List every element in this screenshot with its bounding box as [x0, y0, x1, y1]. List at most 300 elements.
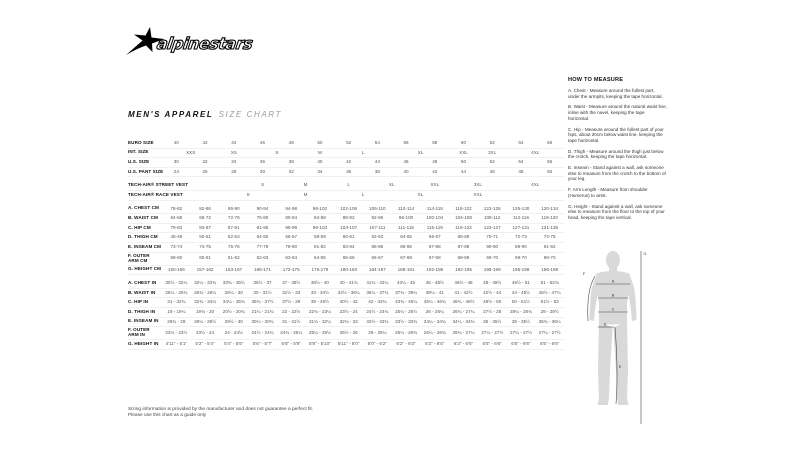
- table-cell: 31¾ - 32¼: [308, 318, 331, 324]
- table-cell: 74-75: [199, 243, 211, 249]
- table-row: [128, 168, 564, 178]
- table-row: [128, 158, 564, 168]
- table-cell: 30 - 31½: [253, 289, 272, 295]
- table-cell: 30½ - 32¼: [165, 280, 188, 286]
- table-row: [128, 318, 564, 328]
- table-cell: 46: [403, 159, 409, 165]
- table-cell: 98-102: [312, 205, 328, 211]
- table-cell: 50: [547, 168, 553, 174]
- table-cell: 62: [489, 140, 495, 145]
- table-cell: 27¼ - 27½: [509, 329, 532, 335]
- figure-label-g: G: [643, 252, 647, 256]
- row-label: TECH-AIR® STREET VEST: [128, 182, 189, 188]
- table-cell: 60-61: [199, 255, 211, 261]
- table-cell: 58-59: [314, 234, 326, 240]
- table-cell: 40 - 41¾: [339, 280, 358, 286]
- table-cell: 114-118: [426, 205, 443, 211]
- table-cell: 32¾ - 34¼: [194, 299, 217, 305]
- table-row: [128, 266, 564, 276]
- table-cell: 81-82: [314, 243, 326, 249]
- table-cell: 66-67: [428, 234, 441, 240]
- table-section: [128, 205, 564, 276]
- table-cell: 64-65: [400, 234, 412, 240]
- table-cell: 64-65: [314, 255, 326, 261]
- table-cell: 50: [317, 140, 323, 145]
- table-cell: 90-94: [256, 205, 269, 211]
- table-cell: 52: [489, 159, 495, 165]
- table-cell: 95-99: [285, 224, 298, 230]
- table-cell: 68-69: [457, 234, 470, 240]
- table-cell: 36: [259, 159, 266, 165]
- table-cell: 196-199: [541, 266, 559, 272]
- table-cell: 69-70: [515, 255, 527, 261]
- table-cell: 30: [259, 168, 266, 174]
- table-cell: 37¾ - 39¼: [395, 289, 418, 295]
- table-cell: 32: [288, 168, 294, 174]
- measure-instruction: A. Chest - Measure around the fullest part, under the armpits, keeping the tape horizontal.: [568, 88, 663, 99]
- table-cell: 184-187: [368, 266, 386, 272]
- table-cell: 51½ - 53: [540, 299, 559, 305]
- table-cell: 172-175: [282, 266, 300, 272]
- table-cell: 31½ - 33: [282, 289, 301, 295]
- table-cell: 28¼ - 30: [224, 289, 243, 295]
- table-cell: 72-73: [515, 234, 527, 240]
- table-cell: 56-57: [285, 234, 298, 240]
- table-cell: 74-75: [543, 234, 556, 240]
- table-cell: 131-135: [541, 224, 559, 230]
- table-cell: 33½ - 33¾: [395, 318, 418, 324]
- table-cell: 48: [288, 140, 294, 145]
- table-cell: 36: [346, 168, 352, 174]
- table-cell: 25¼ - 25½: [308, 329, 331, 335]
- table-cell: 75-76: [227, 243, 240, 249]
- table-cell: 34: [231, 159, 237, 165]
- table-cell: 6'0" - 6'2": [367, 341, 387, 347]
- table-cell: L: [347, 182, 350, 188]
- table-cell: 42½ - 44: [483, 289, 502, 295]
- table-cell: 64-68: [170, 215, 183, 221]
- table-cell: 35 - 35½: [511, 318, 530, 324]
- table-row: [128, 149, 564, 159]
- figure-label-c: C: [611, 307, 615, 312]
- table-cell: 126-130: [512, 205, 530, 211]
- table-cell: 48: [432, 159, 438, 165]
- table-cell: 56: [547, 159, 553, 165]
- table-cell: 33 - 34½: [310, 289, 329, 295]
- table-row: [128, 233, 564, 243]
- table-cell: 24¾ - 25¼: [280, 329, 303, 335]
- table-cell: 54: [374, 140, 380, 145]
- table-cell: 34¼ - 34¾: [452, 318, 475, 324]
- table-cell: 44: [231, 140, 237, 145]
- table-cell: 54-55: [256, 234, 269, 240]
- how-to-measure-list: [568, 88, 667, 221]
- row-label: TECH-AIR® RACE VEST: [128, 191, 183, 197]
- table-cell: 48: [518, 168, 524, 174]
- table-cell: 50 - 51½: [511, 299, 530, 305]
- row-label: G. HEIGHT CM: [128, 266, 162, 272]
- table-cell: M: [303, 191, 308, 197]
- table-cell: 25¼ - 25½: [395, 308, 418, 314]
- table-cell: 69-70: [486, 255, 499, 261]
- row-label: E. INSEAM CM: [128, 243, 162, 249]
- table-row: [128, 289, 564, 299]
- table-cell: 35¾ - 37½: [251, 299, 274, 305]
- table-cell: 77-78: [256, 243, 269, 249]
- table-cell: 67-68: [400, 255, 412, 261]
- table-cell: 112-116: [512, 215, 530, 221]
- table-cell: 87-91: [227, 224, 240, 230]
- table-cell: 85-86: [400, 243, 412, 249]
- table-cell: L: [361, 191, 365, 197]
- table-cell: 6'5" - 6'6": [511, 341, 531, 347]
- table-cell: 85-86: [371, 243, 384, 249]
- title-main: MEN'S APPAREL: [128, 110, 214, 119]
- alpinestars-logo: [124, 27, 252, 59]
- table-cell: 31 - 32¾: [167, 299, 186, 305]
- table-cell: 79-83: [170, 224, 183, 230]
- table-cell: 24 - 24½: [224, 329, 243, 335]
- table-cell: 28¾ - 29: [167, 318, 186, 324]
- table-cell: 80-84: [285, 215, 298, 221]
- table-cell: 30: [173, 159, 179, 165]
- table-cell: 41¾ - 43¼: [366, 280, 389, 286]
- row-label: A. CHEST IN: [128, 280, 157, 286]
- figure-label-e: E: [618, 365, 622, 369]
- table-cell: 28: [231, 168, 237, 174]
- table-row: [128, 191, 564, 201]
- table-cell: 42: [432, 168, 438, 174]
- table-cell: 32: [202, 159, 208, 165]
- table-cell: 44: [460, 168, 467, 174]
- table-cell: 72-76: [227, 215, 240, 221]
- table-cell: 23½ - 24: [195, 329, 215, 335]
- table-cell: 44 - 45½: [511, 289, 530, 295]
- table-cell: 36¼ - 37¾: [366, 289, 389, 295]
- table-cell: M: [303, 182, 308, 188]
- table-cell: 118-122: [455, 205, 472, 211]
- table-cell: 5'11" - 6'0": [337, 341, 360, 347]
- table-cell: 100-104: [426, 215, 444, 221]
- table-cell: 46½ - 48: [454, 280, 473, 286]
- table-cell: 40: [317, 159, 323, 165]
- table-cell: 52-53: [227, 234, 240, 240]
- table-cell: 168-171: [254, 266, 271, 272]
- table-cell: 62-63: [371, 234, 384, 240]
- row-label: D. THIGH CM: [128, 234, 158, 240]
- figure-label-f: F: [582, 272, 586, 276]
- table-cell: 83-87: [199, 224, 211, 230]
- table-cell: 32¾ - 33: [339, 318, 358, 324]
- table-cell: L: [361, 149, 365, 155]
- table-cell: 87-88: [428, 243, 441, 249]
- table-cell: 46¾ - 48½: [452, 299, 475, 305]
- table-cell: 83-84: [342, 243, 355, 249]
- row-label: F. OUTER ARM IN: [128, 327, 150, 338]
- table-cell: 76-80: [256, 215, 269, 221]
- table-cell: 196-199: [512, 266, 530, 272]
- table-row: [128, 214, 564, 224]
- table-cell: 59-60: [170, 255, 183, 261]
- table-cell: 62-63: [256, 255, 269, 261]
- table-cell: 30¼ - 30¾: [251, 318, 274, 324]
- row-label: C. HIP CM: [128, 224, 151, 230]
- table-cell: 70-71: [486, 234, 499, 240]
- table-section: [128, 139, 564, 177]
- table-cell: 35¾ - 36¼: [538, 318, 561, 324]
- table-row: [128, 181, 564, 191]
- table-section: [128, 279, 564, 350]
- table-cell: 34¼ - 35¾: [222, 299, 245, 305]
- table-cell: 6'3" - 6'5": [453, 341, 474, 347]
- table-cell: 91-95: [256, 224, 269, 230]
- table-cell: 163-167: [225, 266, 243, 272]
- table-cell: 89-90: [486, 243, 499, 249]
- table-cell: 119-123: [455, 224, 472, 230]
- table-cell: 37½ - 39: [282, 299, 301, 305]
- table-cell: 24: [173, 168, 179, 174]
- table-cell: 26: [202, 168, 208, 174]
- table-cell: 48-49: [170, 234, 183, 240]
- table-cell: 66-67: [371, 255, 384, 261]
- table-cell: XS: [230, 149, 237, 155]
- table-cell: 106-110: [369, 205, 386, 211]
- table-cell: 37 - 38½: [282, 280, 301, 286]
- table-cell: 176-179: [311, 266, 329, 272]
- table-cell: 6'2" - 6'3": [396, 341, 416, 347]
- table-cell: 51 - 52¾: [540, 280, 559, 286]
- table-cell: 102-106: [340, 205, 358, 211]
- table-cell: 26¾ - 28¼: [194, 289, 217, 295]
- table-cell: 25½ - 26: [339, 329, 358, 335]
- table-cell: 38: [374, 168, 380, 174]
- table-cell: 130-134: [541, 205, 559, 211]
- row-label: A. CHEST CM: [128, 205, 159, 211]
- body-measurement-diagram: [570, 248, 655, 428]
- table-cell: 89-90: [515, 243, 527, 249]
- table-cell: 40½ - 42: [339, 299, 358, 305]
- table-cell: 92-96: [371, 215, 384, 221]
- table-cell: 6'3" - 6'5": [425, 341, 445, 347]
- table-cell: 58: [432, 140, 438, 145]
- table-cell: 5'6" - 5'7": [252, 341, 273, 347]
- table-cell: 116-120: [541, 215, 558, 221]
- table-cell: 108-112: [483, 215, 501, 221]
- table-cell: 48½ - 50: [483, 299, 502, 305]
- table-cell: 115-119: [426, 224, 443, 230]
- table-cell: 78-82: [170, 205, 183, 211]
- table-cell: 103-107: [340, 224, 358, 230]
- table-cell: 66: [547, 140, 553, 145]
- table-cell: 84-88: [314, 215, 326, 221]
- row-label: F. OUTER ARM CM: [128, 252, 150, 263]
- table-cell: 38: [288, 159, 294, 165]
- row-label: U.S. SIZE: [128, 159, 150, 165]
- table-cell: 26¾ - 27¼: [452, 308, 475, 314]
- table-cell: 56: [403, 140, 409, 145]
- table-cell: 35 - 35½: [483, 318, 502, 324]
- table-cell: 65-66: [342, 255, 355, 261]
- table-cell: 42: [202, 140, 208, 145]
- size-chart-table: [128, 139, 564, 354]
- table-cell: S: [246, 191, 250, 197]
- table-cell: 49½ - 51: [511, 280, 530, 286]
- table-cell: 4XL: [531, 182, 540, 188]
- table-cell: 91-92: [543, 243, 556, 249]
- table-cell: 6'5" - 6'6": [482, 341, 502, 347]
- table-row: [128, 205, 564, 215]
- table-cell: 4XL: [531, 149, 540, 155]
- table-cell: 3XL: [488, 149, 497, 155]
- table-cell: 26¼ - 26¾: [395, 329, 418, 335]
- body-silhouette-icon: [570, 248, 655, 428]
- table-cell: 99-103: [312, 224, 328, 230]
- table-cell: 45¼ - 46¾: [423, 299, 446, 305]
- table-cell: 45½ - 47¼: [538, 289, 561, 295]
- table-cell: 26 - 26¼: [368, 329, 387, 335]
- footer-line-1: Sizing information is provided by the manufacturer and does not guarantee a perfect fit.: [128, 407, 314, 412]
- table-cell: 29 - 29½: [540, 308, 559, 314]
- table-cell: 61-62: [227, 255, 240, 261]
- table-cell: 123-127: [483, 224, 501, 230]
- table-cell: 188-191: [397, 266, 415, 272]
- table-cell: 192-195: [455, 266, 472, 272]
- table-row: [128, 298, 564, 308]
- table-row: [128, 308, 564, 318]
- table-cell: XXL: [473, 191, 483, 197]
- table-cell: 50: [460, 159, 467, 165]
- table-cell: 45 - 46½: [425, 280, 444, 286]
- table-cell: 87-88: [457, 243, 470, 249]
- table-cell: 60-61: [342, 234, 355, 240]
- measure-instruction: E. Inseam - Stand against a wall, ask someone else to measure from the crotch to the bottom of your leg.: [568, 165, 666, 182]
- table-cell: 43¾ - 45¼: [395, 299, 418, 305]
- table-row: [128, 279, 564, 289]
- table-cell: 43¼ - 45: [396, 280, 416, 286]
- footer-note: [128, 407, 313, 419]
- table-cell: 50-51: [199, 234, 211, 240]
- title-sub: SIZE CHART: [218, 110, 283, 119]
- table-cell: 79-80: [285, 243, 298, 249]
- measure-instruction: B. Waist - Measure around the natural waist line, inline with the navel, keeping the tape horizontal.: [568, 104, 667, 121]
- table-cell: 4'11" - 5'1": [165, 341, 188, 347]
- table-cell: 64: [518, 140, 524, 145]
- table-cell: 33¾ - 35½: [222, 280, 245, 286]
- how-to-measure-panel: [568, 77, 667, 226]
- table-cell: 20½ - 20¾: [222, 308, 245, 314]
- table-cell: 96-100: [398, 215, 414, 221]
- table-cell: 110-114: [397, 205, 415, 211]
- brand-wordmark: alpinestars: [155, 33, 254, 53]
- table-cell: 25¼ - 26¾: [165, 289, 188, 295]
- table-cell: 180-183: [340, 266, 358, 272]
- table-cell: 104-108: [455, 215, 472, 221]
- table-cell: 68-72: [199, 215, 211, 221]
- row-label: EURO SIZE: [128, 139, 154, 145]
- table-cell: 46: [489, 168, 495, 174]
- table-cell: 94-98: [285, 205, 298, 211]
- table-cell: 5'9" - 5'10": [308, 341, 331, 347]
- table-cell: 22 - 22½: [282, 308, 301, 314]
- table-cell: XL: [388, 182, 395, 188]
- table-cell: 107-111: [369, 224, 386, 230]
- table-cell: 35½ - 37: [253, 280, 272, 286]
- table-cell: 31 - 31½: [282, 318, 301, 324]
- table-cell: 26 - 26¼: [425, 308, 444, 314]
- table-cell: 6'5" - 6'6": [539, 341, 560, 347]
- table-cell: 28¼ - 28¾: [509, 308, 532, 314]
- table-cell: M: [318, 149, 322, 155]
- table-cell: XXL: [459, 149, 468, 155]
- measure-instruction: G. Height - Stand against a wall, ask someone else to measure from the floor to the top of your head, keeping the tape vertical.: [568, 203, 665, 220]
- table-cell: 19 - 19¼: [167, 308, 186, 314]
- table-cell: XXL: [430, 182, 440, 188]
- table-cell: 34½ - 36¼: [337, 289, 360, 295]
- table-cell: 44: [374, 159, 380, 165]
- table-cell: S: [260, 182, 265, 188]
- table-cell: 39¼ - 41: [425, 289, 444, 295]
- table-cell: 150-156: [167, 266, 185, 272]
- page-title: [128, 110, 282, 119]
- table-cell: 68-69: [457, 255, 470, 261]
- table-cell: 22¾ - 23¼: [308, 308, 331, 314]
- table-cell: 127-131: [512, 224, 530, 230]
- table-cell: 48 - 49½: [483, 280, 502, 286]
- table-cell: 69-70: [543, 255, 556, 261]
- table-cell: 24½ - 24¾: [366, 308, 389, 314]
- figure-label-b: B: [611, 293, 615, 298]
- table-cell: 122-126: [483, 205, 501, 211]
- table-cell: 34: [317, 168, 323, 174]
- table-cell: 27½ - 28: [483, 308, 502, 314]
- table-cell: XL: [417, 191, 424, 197]
- table-row: [128, 139, 564, 149]
- table-cell: 111-115: [398, 224, 414, 230]
- table-cell: 27¼ - 27½: [538, 329, 561, 335]
- table-cell: 5'2" - 5'4": [195, 341, 215, 347]
- table-cell: 42 - 43¾: [368, 299, 387, 305]
- row-label: B. WAIST CM: [128, 215, 158, 221]
- table-cell: 157-162: [196, 266, 214, 272]
- table-cell: 23½ - 24: [339, 308, 358, 314]
- table-cell: 23¼ - 23½: [165, 329, 188, 335]
- footer-line-2: Please use this chart as a guide only: [128, 413, 207, 419]
- table-cell: 40: [173, 140, 179, 145]
- table-row: [128, 224, 564, 234]
- table-cell: XL: [417, 149, 424, 155]
- measure-instruction: F. Arm Length - Measure from shoulder (Humerus) to wrist.: [568, 187, 648, 198]
- table-cell: 29¼ - 29½: [194, 318, 217, 324]
- table-cell: 5'4" - 5'6": [224, 341, 244, 347]
- table-row: [128, 327, 564, 340]
- table-cell: 21¼ - 21¾: [251, 308, 274, 314]
- table-cell: 19¾ - 20: [195, 308, 215, 314]
- table-cell: 41 - 42½: [454, 289, 473, 295]
- table-cell: XXS: [186, 149, 196, 155]
- table-cell: 32¼ - 33¾: [194, 280, 217, 286]
- table-cell: 29½ - 30: [224, 318, 243, 324]
- table-cell: 5'8" - 5'9": [281, 341, 301, 347]
- table-cell: 3XL: [473, 182, 482, 188]
- measure-instruction: D. Thigh - Measure around the thigh just below the crotch, keeping the tape horizontal.: [568, 148, 664, 160]
- table-cell: 196-199: [483, 266, 501, 272]
- table-cell: 63-64: [285, 255, 298, 261]
- table-cell: 24½ - 24¾: [251, 329, 274, 335]
- table-cell: 33½ - 33¾: [366, 318, 389, 324]
- table-cell: 40: [403, 168, 409, 174]
- table-cell: 192-195: [426, 266, 444, 272]
- table-cell: 26¾ - 27¼: [452, 329, 475, 335]
